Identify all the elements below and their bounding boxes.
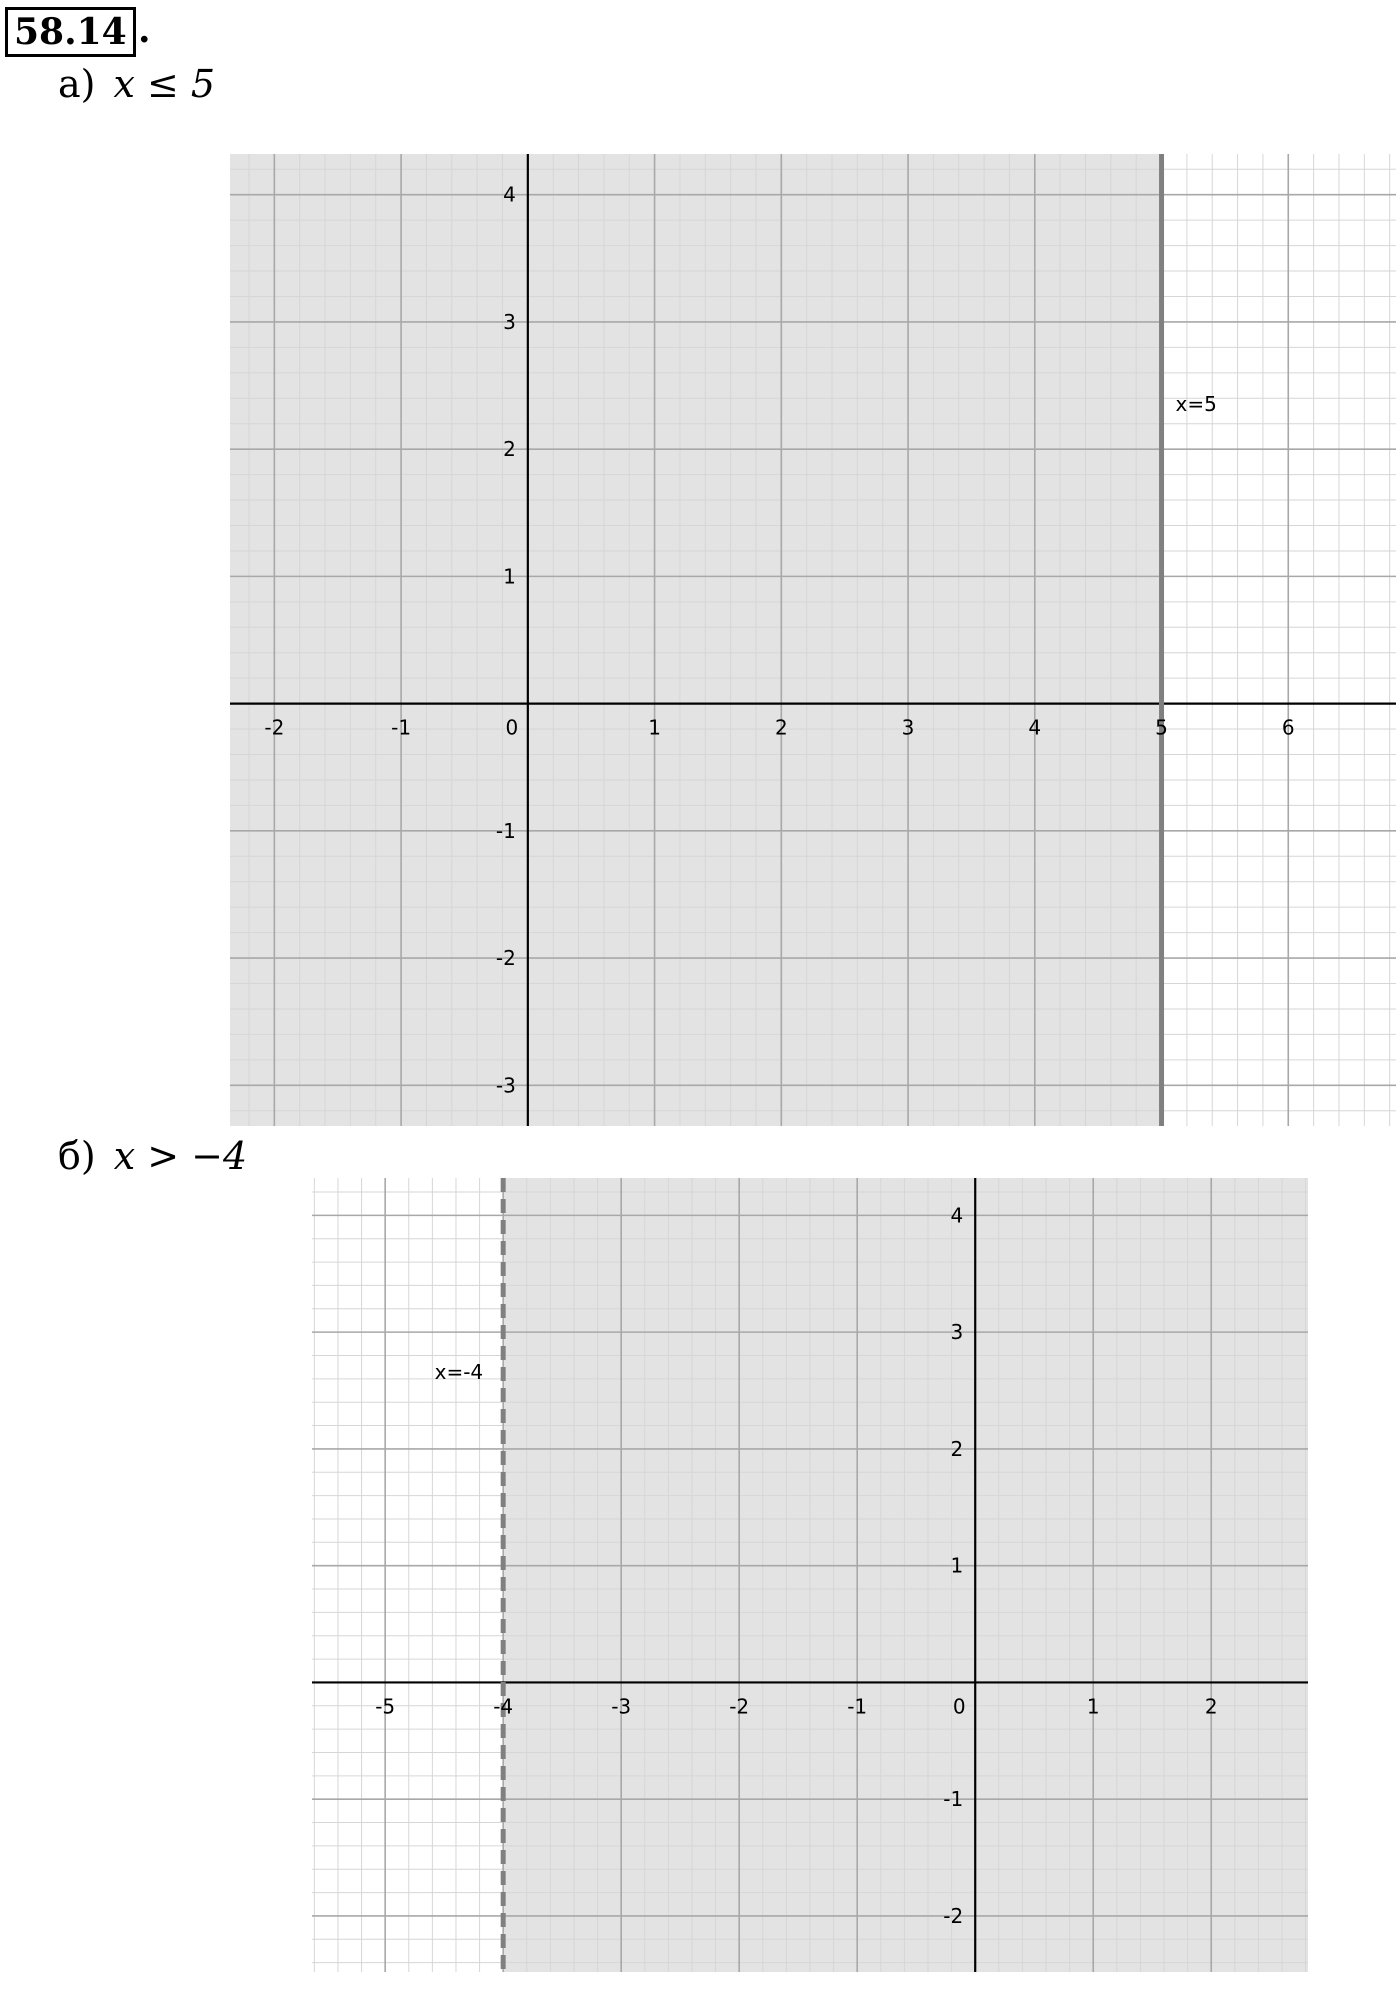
x-tick-label: -1	[391, 715, 412, 740]
y-tick-label: 2	[950, 1436, 964, 1461]
problem-number: 58.14	[5, 7, 136, 57]
part-b-letter: б)	[58, 1134, 96, 1178]
y-tick-label: -1	[943, 1787, 964, 1812]
x-tick-label: -4	[493, 1694, 514, 1719]
x-tick-label: 0	[505, 715, 519, 740]
part-a-letter: а)	[58, 62, 96, 106]
y-tick-label: 2	[503, 437, 516, 462]
x-tick-label: -1	[847, 1694, 868, 1719]
y-tick-label: 3	[950, 1320, 964, 1345]
y-tick-label: -1	[495, 818, 516, 843]
x-tick-label: 5	[1155, 715, 1168, 740]
part-b-inequality: x > −4	[113, 1134, 248, 1178]
x-tick-label: 1	[1086, 1694, 1100, 1719]
x-tick-label: 2	[774, 715, 788, 740]
plot-part-a	[230, 154, 1396, 1126]
x-tick-label: 3	[901, 715, 915, 740]
part-a-label	[58, 62, 215, 106]
y-tick-label: 4	[950, 1203, 964, 1228]
x-tick-label: -5	[375, 1694, 396, 1719]
x-tick-label: 0	[952, 1694, 966, 1719]
y-tick-label: 4	[503, 182, 516, 207]
part-b-label	[58, 1134, 247, 1178]
boundary-label: x=-4	[434, 1359, 484, 1384]
x-tick-label: 1	[648, 715, 661, 740]
part-a-inequality: x ≤ 5	[113, 62, 216, 106]
x-tick-label: 6	[1281, 715, 1295, 740]
x-tick-label: -2	[264, 715, 285, 740]
x-tick-label: 4	[1028, 715, 1042, 740]
y-tick-label: 1	[950, 1553, 964, 1578]
y-tick-label: 3	[503, 309, 516, 334]
y-tick-label: -3	[495, 1073, 516, 1098]
y-tick-label: 1	[503, 564, 516, 589]
x-tick-label: -2	[729, 1694, 750, 1719]
problem-number-dot: .	[138, 9, 151, 51]
boundary-label: x=5	[1175, 391, 1217, 416]
y-tick-label: -2	[943, 1903, 964, 1928]
x-tick-label: -3	[611, 1694, 632, 1719]
x-tick-label: 2	[1204, 1694, 1218, 1719]
plot-part-b	[312, 1178, 1308, 1972]
y-tick-label: -2	[495, 946, 516, 971]
shaded-region	[230, 154, 1162, 1126]
